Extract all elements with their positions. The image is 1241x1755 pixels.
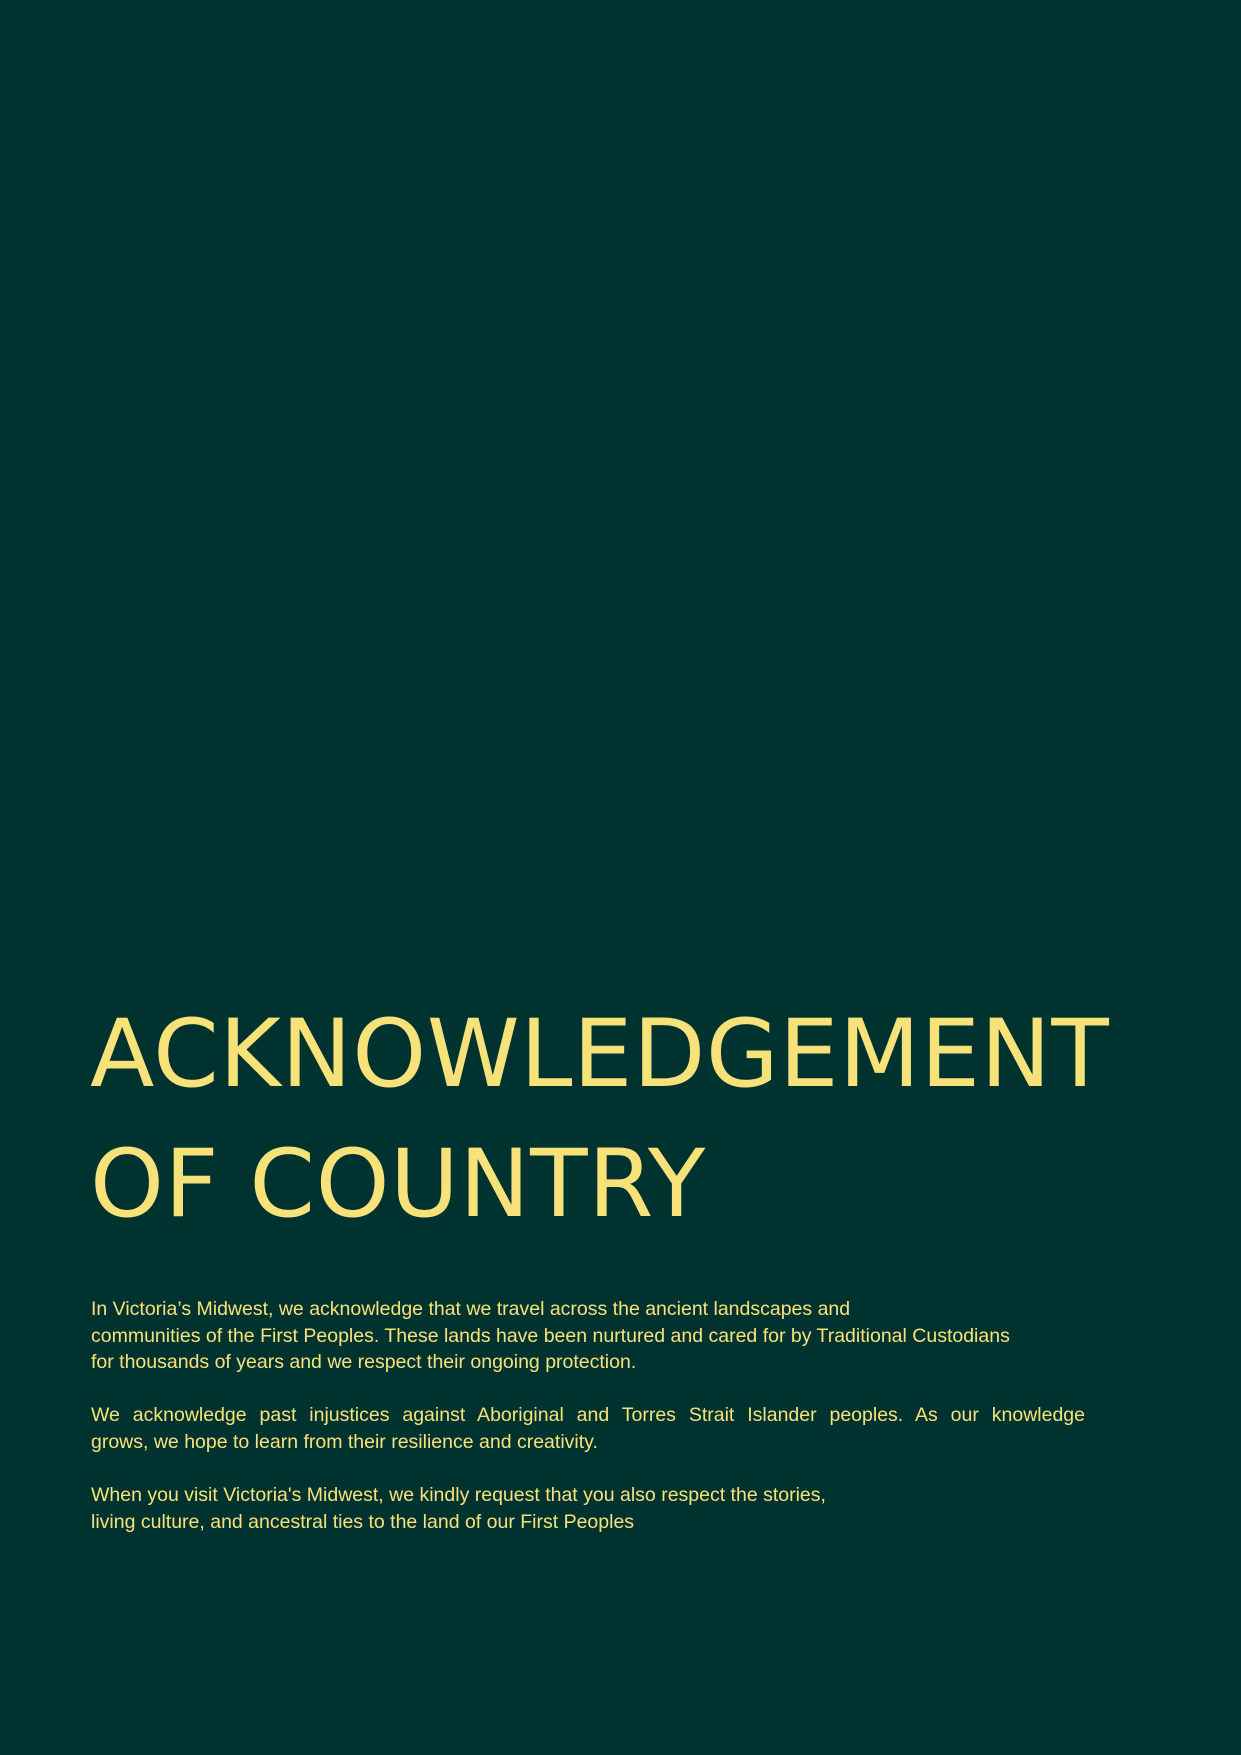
paragraph-line: grows, we hope to learn from their resilience and creativity. <box>91 1430 598 1453</box>
paragraph-injustices <box>91 1402 1085 1455</box>
paragraph-land <box>91 1296 1085 1376</box>
paragraph-line: for thousands of years and we respect their ongoing protection. <box>91 1351 637 1374</box>
paragraph-line: communities of the First Peoples. These lands have been nurtured and cared for by Traditional Custodians <box>91 1324 1010 1347</box>
acknowledgement-body <box>91 1296 1085 1562</box>
paragraph-line: We acknowledge past injustices against Aboriginal and Torres Strait Islander peoples. As our knowledge <box>91 1404 1085 1427</box>
paragraph-line: living culture, and ancestral ties to the land of our First Peoples <box>91 1510 635 1533</box>
paragraph-line: When you visit Victoria's Midwest, we kindly request that you also respect the stories, <box>91 1484 826 1507</box>
paragraph-respect <box>91 1482 1085 1535</box>
paragraph-line: In Victoria’s Midwest, we acknowledge that we travel across the ancient landscapes and <box>91 1298 851 1320</box>
page-title <box>90 990 1190 1250</box>
title-line-2: OF COUNTRY <box>90 1130 706 1239</box>
title-line-1: ACKNOWLEDGEMENT <box>90 1000 1110 1109</box>
